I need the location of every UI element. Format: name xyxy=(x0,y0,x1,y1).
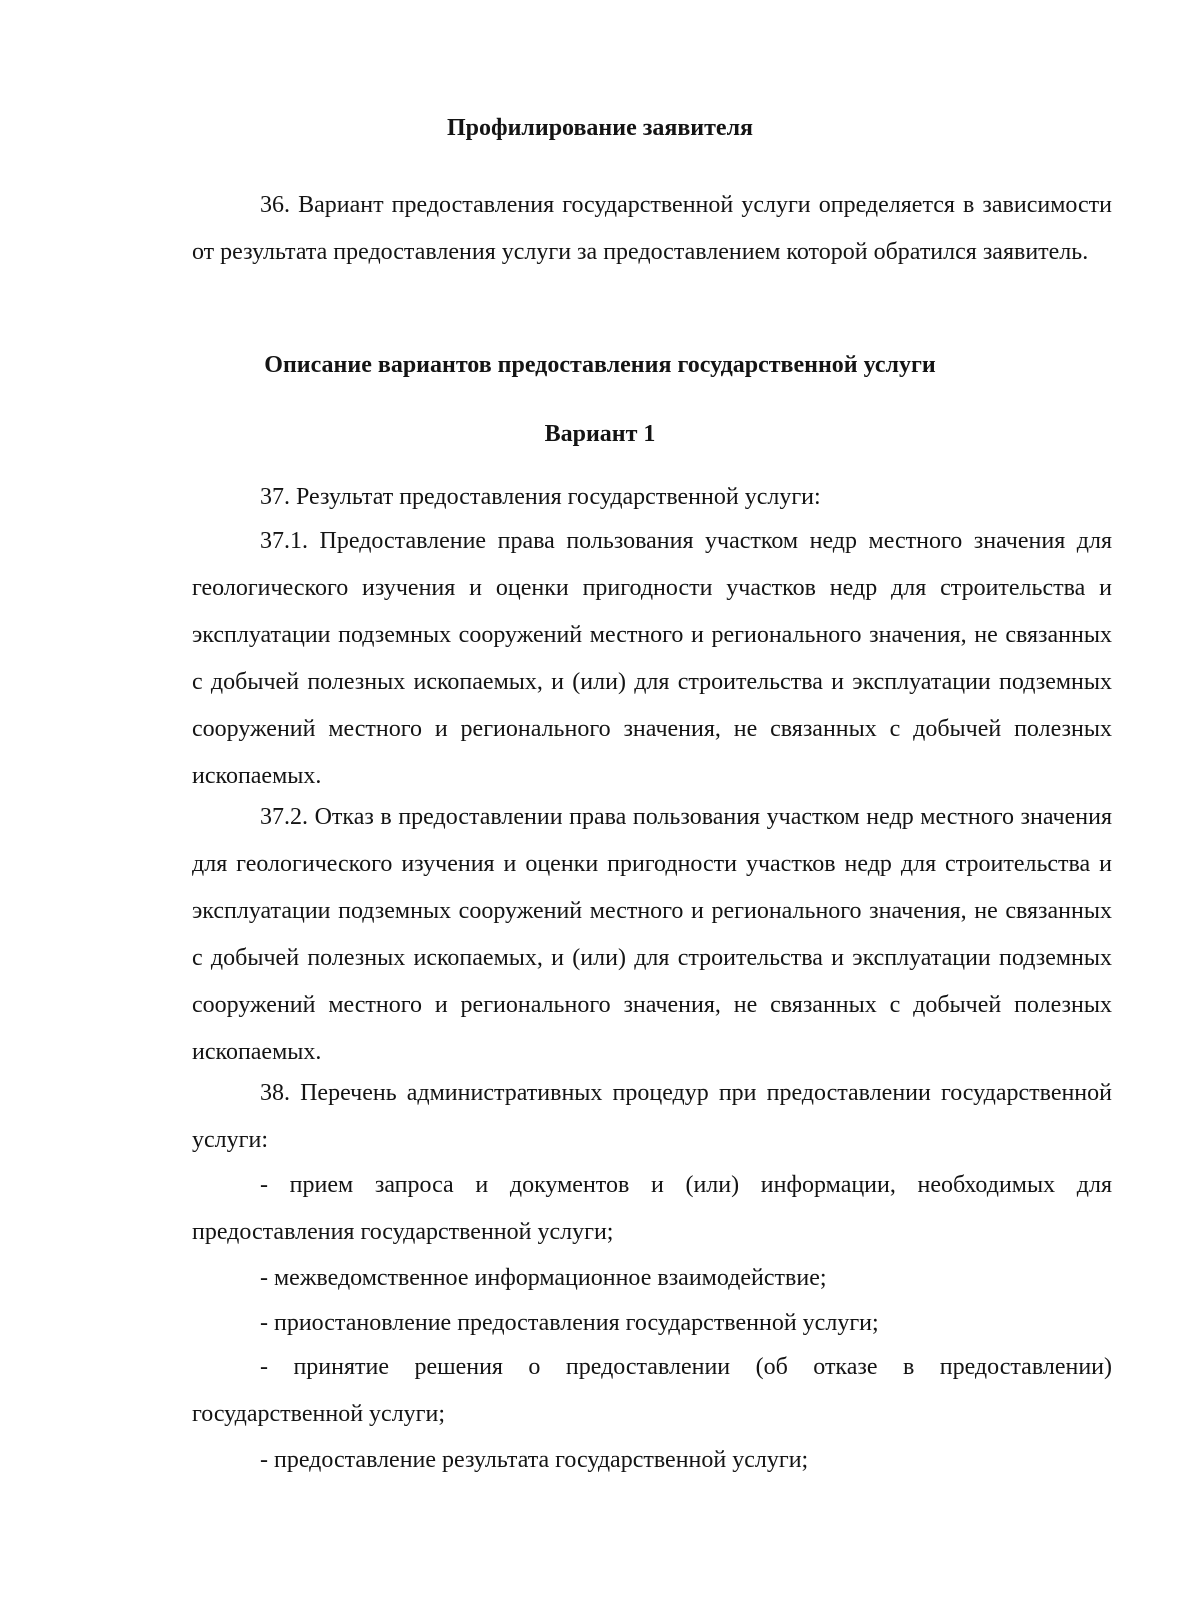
list-item-request-reception: - прием запроса и документов и (или) информации, необходимых для предоставления государственной услуги; xyxy=(192,1172,1112,1245)
list-item-result-provision: - предоставление результата государственной услуги; xyxy=(260,1447,809,1473)
heading-variants-description: Описание вариантов предоставления государственной услуги xyxy=(264,352,936,378)
list-item-interagency-interaction: - межведомственное информационное взаимодействие; xyxy=(260,1265,827,1291)
list-item-suspension: - приостановление предоставления государственной услуги; xyxy=(260,1310,879,1336)
paragraph-37-1: 37.1. Предоставление права пользования участком недр местного значения для геологического изучения и оценки пригодности участков недр для строительства и эксплуатации подземных сооружений местного и регионального значения, не связанных с добычей полезных ископаемых, и (или) для строительства и эксплуатации подземных сооружений местного и регионального значения, не связанных с добычей полезных ископаемых. xyxy=(192,528,1112,789)
paragraph-38: 38. Перечень административных процедур при предоставлении государственной услуги: xyxy=(192,1080,1112,1153)
paragraph-37-2: 37.2. Отказ в предоставлении права пользования участком недр местного значения для геологического изучения и оценки пригодности участков недр для строительства и эксплуатации подземных сооружений местного и регионального значения, не связанных с добычей полезных ископаемых, и (или) для строительства и эксплуатации подземных сооружений местного и регионального значения, не связанных с добычей полезных ископаемых. xyxy=(192,804,1112,1065)
list-item-decision: - принятие решения о предоставлении (об отказе в предоставлении) государственной услуги; xyxy=(192,1354,1112,1427)
heading-applicant-profiling: Профилирование заявителя xyxy=(446,115,754,141)
paragraph-37: 37. Результат предоставления государственной услуги: xyxy=(260,484,821,510)
paragraph-36: 36. Вариант предоставления государственной услуги определяется в зависимости от результата предоставления услуги за предоставлением которой обратился заявитель. xyxy=(192,192,1112,265)
heading-variant-1: Вариант 1 xyxy=(544,421,656,447)
